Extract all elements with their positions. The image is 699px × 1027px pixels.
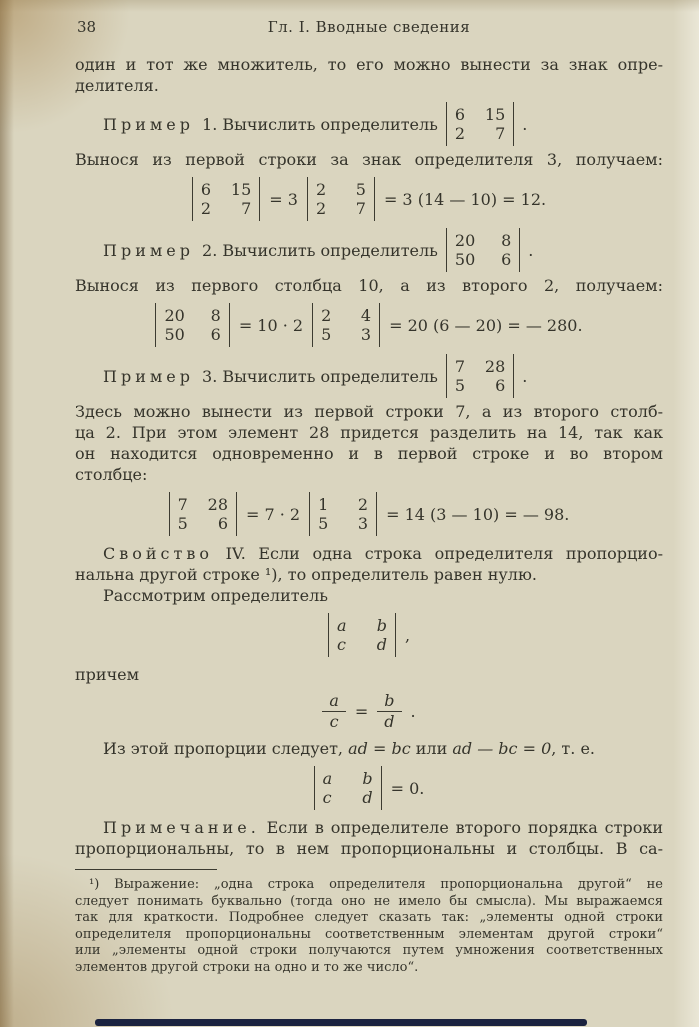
footnote-line: определителя пропорциональны соответственным элементам другой строки“ <box>75 926 663 942</box>
example-label: Пример <box>103 114 195 134</box>
det-cell: d <box>376 635 387 654</box>
note-label: Примечание. <box>103 818 260 837</box>
determinant <box>307 177 375 221</box>
det-cell: 28 <box>207 495 228 514</box>
det-cell: 6 <box>210 325 221 344</box>
punctuation: . <box>522 366 528 386</box>
fraction-numerator: b <box>377 692 401 712</box>
fraction-numerator: a <box>322 692 346 712</box>
det-cell: 15 <box>230 180 252 199</box>
footnote-rule <box>75 869 217 870</box>
det-cell: 3 <box>357 514 369 533</box>
det-cell: 8 <box>501 231 512 250</box>
det-cell: c <box>336 635 346 654</box>
example-2-line <box>75 228 663 272</box>
determinant <box>169 492 237 536</box>
note-text: Если в определителе второго порядка строки <box>259 818 663 837</box>
determinant <box>446 228 520 272</box>
det-cell: 4 <box>360 306 372 325</box>
det-cell: 15 <box>484 105 506 124</box>
example-label: Пример <box>103 240 195 260</box>
text-line: нальна другой строке ¹), то определитель равен нулю. <box>75 565 537 584</box>
text-line: он находится одновременно и в первой строке и во втором <box>75 444 663 463</box>
punctuation: . <box>522 114 528 134</box>
footnote-line: или „элементы одной строки получаются путем умножения соответственных <box>75 943 663 958</box>
fraction-denominator: c <box>329 712 339 731</box>
det-cell: 1 <box>318 495 329 514</box>
formula-result: = 14 (3 — 10) = — 98. <box>386 504 570 524</box>
text-line: причем <box>75 665 140 684</box>
det-cell: 8 <box>210 306 221 325</box>
formula-example-3 <box>75 492 663 536</box>
det-cell: 6 <box>454 105 466 124</box>
text-line: Вынося из первой строки за знак определителя 3, получаем: <box>75 150 663 169</box>
det-cell: 2 <box>200 199 212 218</box>
equals-factor: = 7 · 2 <box>246 504 301 524</box>
det-cell: 6 <box>495 376 506 395</box>
formula-example-1 <box>75 177 663 221</box>
text-line: столбце: <box>75 465 148 484</box>
chapter-title: Гл. I. Вводные сведения <box>267 18 471 36</box>
example-text: 2. Вычислить определитель <box>202 240 438 260</box>
determinant <box>328 613 396 657</box>
determinant <box>155 303 229 347</box>
example-1-line <box>75 102 663 146</box>
formula-abcd <box>75 613 663 657</box>
fraction <box>377 692 401 731</box>
equals-factor: = 3 <box>269 189 298 209</box>
footnote <box>75 869 663 976</box>
det-cell: 2 <box>315 199 327 218</box>
det-cell: 50 <box>164 325 185 344</box>
scan-artifact-bar <box>95 1019 587 1026</box>
formula-proportion <box>75 692 663 731</box>
footnote-line: так для краткости. Подробнее следует сказать так: „элементы одной строки <box>75 910 663 925</box>
det-cell: c <box>322 788 332 807</box>
text-line: пропорциональны, то в нем пропорциональны и столбцы. В са- <box>75 839 663 858</box>
formula-result: = 3 (14 — 10) = 12. <box>383 189 547 209</box>
determinant <box>312 303 380 347</box>
determinant <box>446 354 514 398</box>
det-cell: 5 <box>321 325 332 344</box>
text-segment: или <box>410 739 453 758</box>
math-inline: ad = bc <box>348 739 411 758</box>
text-line: Вынося из первого столбца 10, а из второго 2, получаем: <box>75 276 663 295</box>
determinant <box>314 766 382 810</box>
det-cell: b <box>362 769 373 788</box>
det-cell: 6 <box>200 180 212 199</box>
determinant <box>446 102 514 146</box>
text-line: ца 2. При этом элемент 28 придется разделить на 14, так как <box>75 423 663 442</box>
det-cell: 5 <box>355 180 366 199</box>
det-cell: 5 <box>454 376 466 395</box>
example-3-line <box>75 354 663 398</box>
page-header <box>75 18 663 38</box>
text-segment: , т. е. <box>551 739 595 758</box>
det-cell: 5 <box>177 514 188 533</box>
det-cell: b <box>376 616 387 635</box>
text-line: один и тот же множитель, то его можно вынести за знак опре- <box>75 55 663 74</box>
text-line <box>75 738 663 759</box>
det-cell: 2 <box>454 124 466 143</box>
punctuation: . <box>410 702 416 721</box>
formula-zero <box>75 766 663 810</box>
det-cell: 7 <box>241 199 252 218</box>
det-cell: 3 <box>360 325 372 344</box>
det-cell: a <box>322 769 333 788</box>
det-cell: 5 <box>318 514 329 533</box>
equals-sign: = <box>354 702 369 721</box>
property-label: Свойство <box>103 544 213 563</box>
text-line: Здесь можно вынести из первой строки 7, а из второго столб- <box>75 402 663 421</box>
punctuation: , <box>404 625 411 645</box>
note-line <box>75 817 663 838</box>
formula-result: = 0. <box>390 778 425 798</box>
det-cell: d <box>362 788 373 807</box>
fraction-denominator: d <box>384 712 395 731</box>
det-cell: 6 <box>501 250 512 269</box>
det-cell: 20 <box>454 231 476 250</box>
footnote-line: элементов другой строки на одно и то же число“. <box>75 959 419 975</box>
example-text: 1. Вычислить определитель <box>202 114 438 134</box>
fraction <box>322 692 346 731</box>
text-line: делителя. <box>75 76 159 95</box>
det-cell: 28 <box>484 357 506 376</box>
formula-example-2 <box>75 303 663 347</box>
determinant <box>192 177 260 221</box>
property-line <box>75 543 663 564</box>
det-cell: 20 <box>164 306 185 325</box>
example-text: 3. Вычислить определитель <box>202 366 438 386</box>
page-number: 38 <box>77 18 97 36</box>
property-text: IV. Если одна строка определителя пропорцио- <box>225 544 663 563</box>
determinant <box>309 492 377 536</box>
det-cell: 7 <box>177 495 188 514</box>
text-line: Рассмотрим определитель <box>103 586 328 605</box>
formula-result: = 20 (6 — 20) = — 280. <box>389 315 583 335</box>
math-inline: ad — bc = 0 <box>452 739 552 758</box>
equals-factor: = 10 · 2 <box>238 315 304 335</box>
det-cell: 7 <box>454 357 466 376</box>
det-cell: a <box>336 616 347 635</box>
det-cell: 7 <box>355 199 366 218</box>
footnote-line: ¹) Выражение: „одна строка определителя пропорциональна другой“ не <box>89 877 663 892</box>
example-label: Пример <box>103 366 195 386</box>
det-cell: 7 <box>495 124 506 143</box>
det-cell: 2 <box>357 495 369 514</box>
text-segment: Из этой пропорции следует, <box>103 739 349 758</box>
page-content <box>75 0 663 976</box>
det-cell: 2 <box>315 180 327 199</box>
det-cell: 2 <box>321 306 332 325</box>
punctuation: . <box>528 240 534 260</box>
det-cell: 50 <box>454 250 476 269</box>
det-cell: 6 <box>217 514 228 533</box>
footnote-line: следует понимать буквально (тогда оно не имело бы смысла). Мы выражаемся <box>75 893 663 909</box>
